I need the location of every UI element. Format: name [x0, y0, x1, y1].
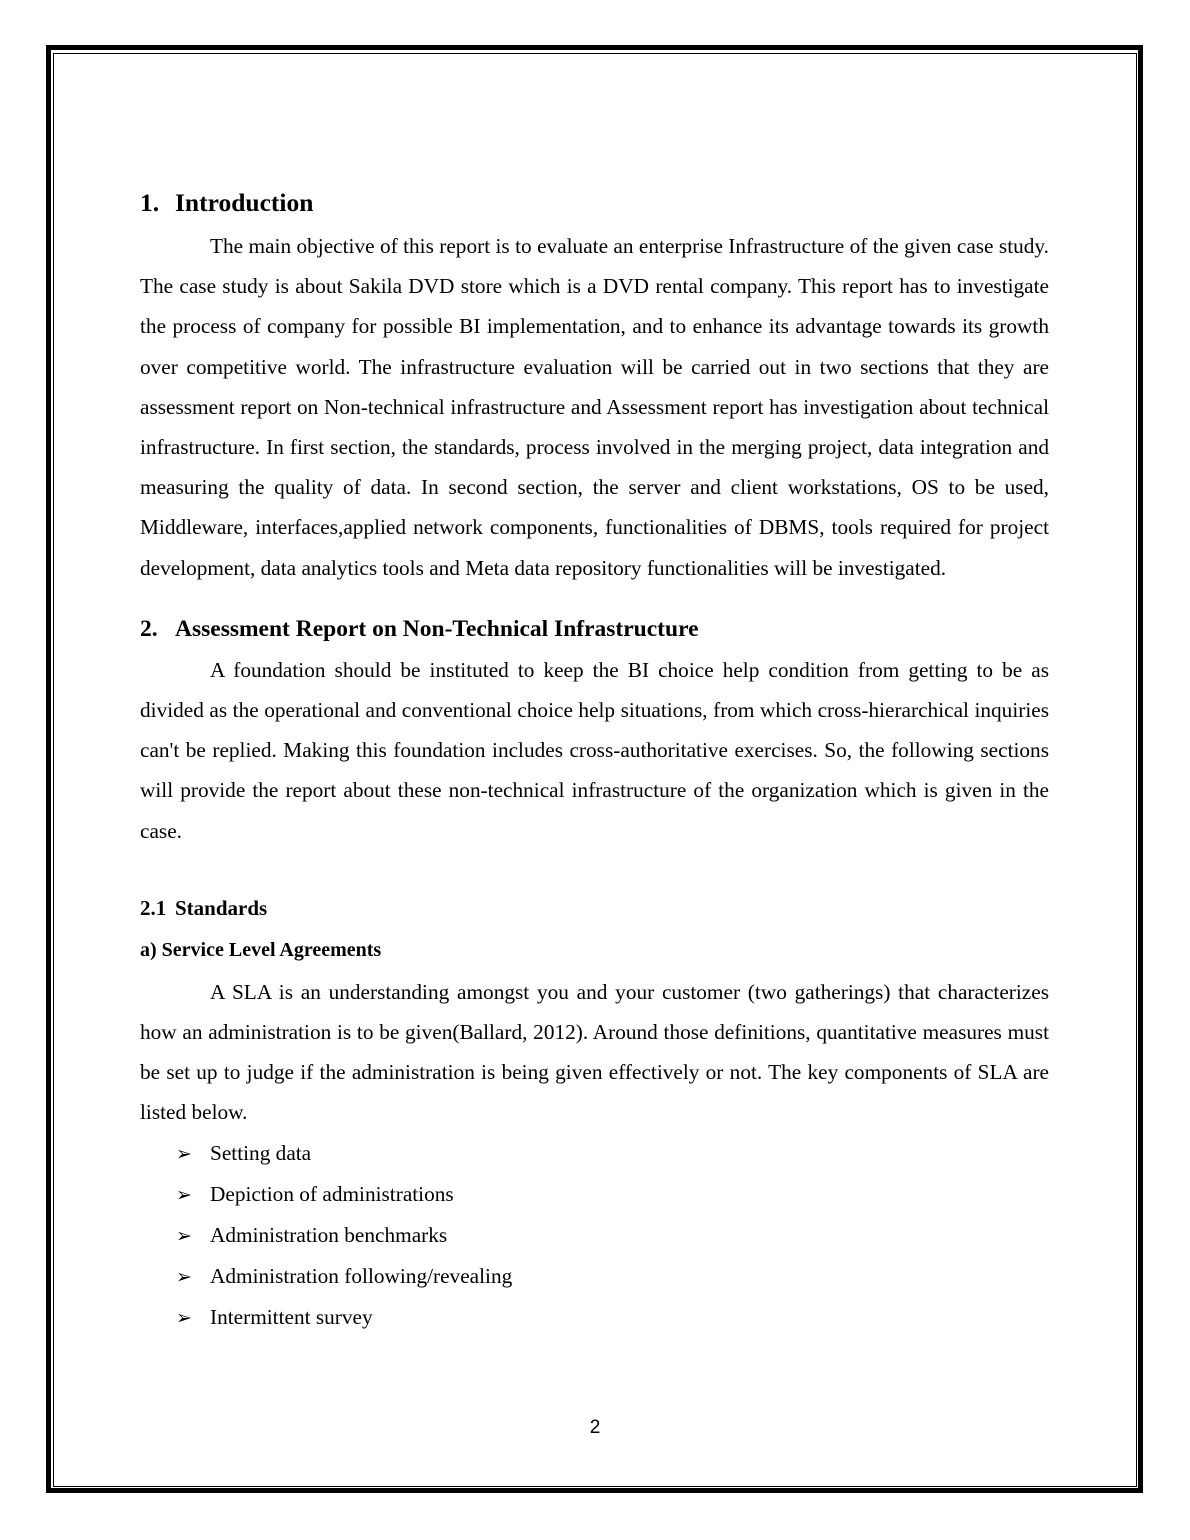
arrow-bullet-icon: ➢: [176, 1307, 192, 1330]
list-item-text: Administration benchmarks: [210, 1223, 448, 1248]
arrow-bullet-icon: ➢: [176, 1266, 192, 1289]
list-item-text: Setting data: [210, 1140, 312, 1165]
section-1-heading: [140, 184, 1049, 222]
sla-paragraph: A SLA is an understanding amongst you and your customer (two gatherings) that characterizes how an administration is to be given(Ballard, 2012). Around those definitions, quantitative measures must be set up to judge if the administration is being given effectively or not. The key components of SLA are listed below.: [140, 979, 1049, 1125]
arrow-bullet-icon: ➢: [176, 1142, 192, 1165]
list-item-text: Depiction of administrations: [210, 1181, 454, 1206]
page-content: [140, 184, 1049, 1339]
section-2-1-heading: [140, 893, 1049, 923]
arrow-bullet-icon: ➢: [176, 1183, 192, 1206]
assessment-paragraph: A foundation should be instituted to keep the BI choice help condition from getting to be as divided as the operational and conventional choice help situations, from which cross-hierarchical inquiries can't be replied. Making this foundation includes cross-authoritative exercises. So, the following sections will provide the report about these non-technical infrastructure of the organization which is given in the case.: [140, 657, 1049, 843]
list-item: [140, 1256, 1049, 1297]
section-1-number: 1.: [140, 188, 160, 217]
section-2-1-number: 2.1: [140, 895, 167, 920]
list-item: [140, 1215, 1049, 1256]
introduction-paragraph: The main objective of this report is to evaluate an enterprise Infrastructure of the given case study. The case study is about Sakila DVD store which is a DVD rental company. This report has to investigate the process of company for possible BI implementation, and to enhance its advantage towards its growth over competitive world. The infrastructure evaluation will be carried out in two sections that they are assessment report on Non-technical infrastructure and Assessment report has investigation about technical infrastructure. In first section, the standards, process involved in the merging project, data integration and measuring the quality of data. In second section, the server and client workstations, OS to be used, Middleware, interfaces,applied network components, functionalities of DBMS, tools required for project development, data analytics tools and Meta data repository functionalities will be investigated.: [140, 234, 1049, 580]
page-number: 2: [589, 1417, 601, 1438]
list-item: [140, 1174, 1049, 1215]
section-2-heading: [140, 612, 1049, 646]
sla-components-list: [140, 1133, 1049, 1339]
section-2-1-title: Standards: [175, 895, 268, 920]
section-1-title: Introduction: [175, 188, 314, 217]
section-2-number: 2.: [140, 615, 158, 642]
sla-subheading: a) Service Level Agreements: [140, 938, 382, 961]
list-item: [140, 1133, 1049, 1174]
arrow-bullet-icon: ➢: [176, 1225, 192, 1248]
list-item-text: Intermittent survey: [210, 1305, 373, 1330]
list-item-text: Administration following/revealing: [210, 1264, 513, 1289]
list-item: [140, 1297, 1049, 1338]
section-2-title: Assessment Report on Non-Technical Infrastructure: [175, 615, 699, 642]
